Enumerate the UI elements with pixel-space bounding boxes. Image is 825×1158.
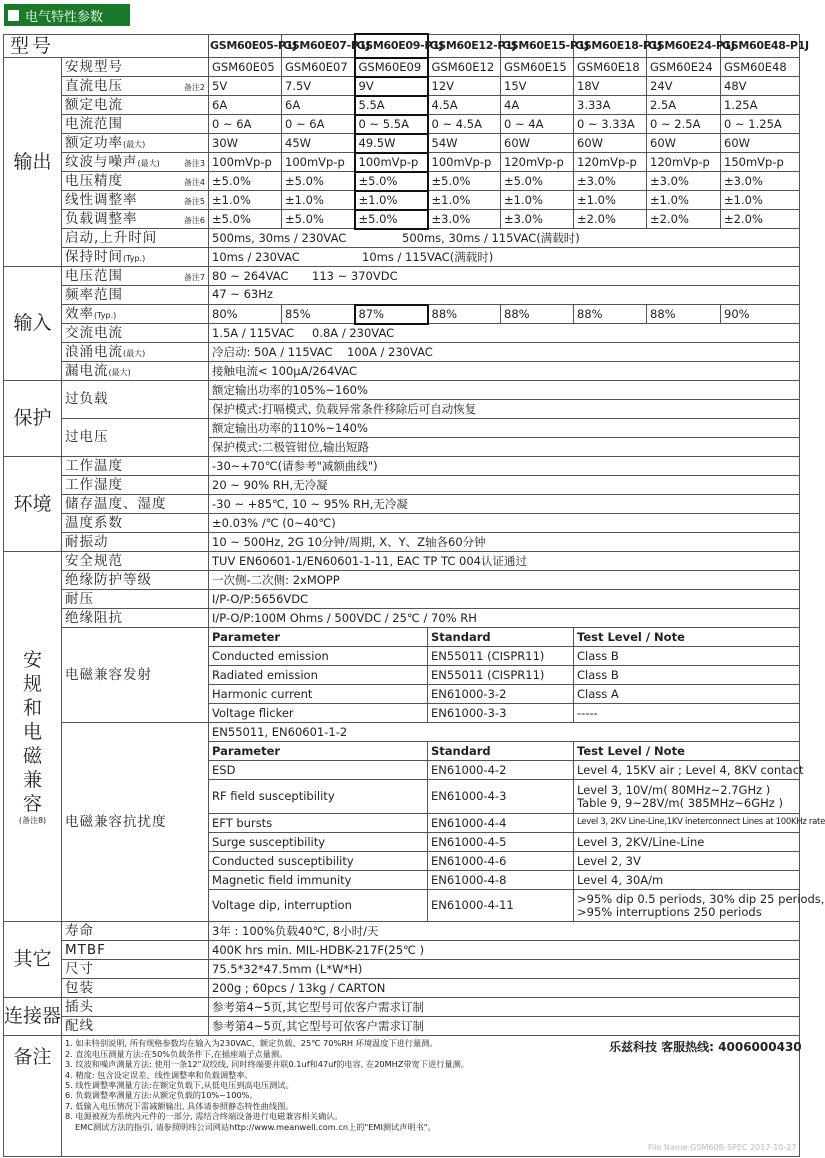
cell: 30W [209,134,282,153]
cell: ±1.0% [501,191,574,210]
row-label: 绝缘防护等级 [62,571,209,590]
env-value: -30 ~ +85℃, 10 ~ 95% RH,无冷凝 [209,495,800,514]
row-label-efficiency: 效率(Typ.) [62,305,209,324]
emc-param: Surge susceptibility [209,833,428,852]
emc-level: Level 4, 15KV air ; Level 4, 8KV contact [574,761,800,780]
cell: 12V [428,77,501,96]
emc-param: Voltage dip, interruption [209,890,428,922]
cell: ±5.0% [501,172,574,191]
cell: ±5.0% [355,172,428,191]
cell: ±3.0% [721,172,800,191]
note-line: 5. 线性调整率测量方法:在额定负载下,从低电压到高电压测试。 [65,1079,294,1090]
emc-standard: EN61000-3-2 [428,685,574,704]
cell: ±5.0% [209,172,282,191]
cell: ±2.0% [574,210,647,229]
cell: 60W [574,134,647,153]
row-label: 插头 [62,998,209,1017]
emc-standard: EN61000-4-8 [428,871,574,890]
other-section-label: 其它 [4,922,62,998]
emc-level: ----- [574,704,800,723]
model-name: GSM60E12-P1J [428,34,501,58]
row-label: 储存温度、湿度 [62,495,209,514]
cell: 24V [647,77,721,96]
overvoltage-line2: 保护模式:二极管钳位,输出短路 [209,438,800,457]
row-label-hold: 保持时间(Typ.) [62,248,209,267]
note-line: 2. 直流电压测量方法:在50%负载条件下,在插座端子点量测。 [65,1048,288,1059]
section-header [4,4,130,26]
cell: ±3.0% [428,210,501,229]
emc-param: RF field susceptibility [209,780,428,814]
model-name: GSM60E05-P1J [209,34,282,58]
cell: 80% [209,305,282,324]
cell: ±1.0% [282,191,355,210]
cell: 120mVp-p [501,153,574,172]
env-value: 10 ~ 500Hz, 2G 10分钟/周期, X、Y、Z轴各60分钟 [209,533,800,552]
emc-level-two-line: >95% dip 0.5 periods, 30% dip 25 periods, >95% interruptions 250 periods [574,890,800,922]
emc-head-param: Parameter [209,628,428,647]
cell: 49.5W [355,134,428,153]
input-section-label: 输入 [4,267,62,381]
row-label: 频率范围 [62,286,209,305]
row-label: 耐振动 [62,533,209,552]
cell: ±3.0% [574,172,647,191]
cell: 90% [721,305,800,324]
row-label-inrush: 浪涌电流(最大) [62,343,209,362]
cell: 100mVp-p [428,153,501,172]
cell: 5V [209,77,282,96]
model-name: GSM60E15-P1J [501,34,574,58]
note-line: 7. 低输入电压情况下需减额输出, 具体请参照静态特性曲线图。 [65,1100,294,1111]
row-label-rated-power: 额定功率(最大) [62,134,209,153]
row-label-ripple: 纹波与噪声(最大) 备注3 [62,153,209,172]
note-line: 3. 纹波和噪声测量方法: 使用一条12"双绞线, 同时终端要并联0.1uf和47uf的电容, 在20MHZ带宽下进行量测。 [65,1059,469,1070]
cell: ±1.0% [209,191,282,210]
emc-standard: EN61000-4-3 [428,780,574,814]
row-label: 工作温度 [62,457,209,476]
safety-value: 一次侧-二次侧: 2xMOPP [209,571,800,590]
cell: 120mVp-p [647,153,721,172]
emc-level: Level 3, 2KV Line-Line,1KV ineterconnect Lines at 100KHz rate [574,814,800,833]
connector-value: 参考第4~5页,其它型号可依客户需求订制 [209,998,800,1017]
emc-standard: EN61000-4-2 [428,761,574,780]
row-label: MTBF [62,941,209,960]
cell: 60W [647,134,721,153]
cell: 150mVp-p [721,153,800,172]
cell: ±5.0% [428,172,501,191]
emc-standard: EN61000-4-4 [428,814,574,833]
row-label-leakage: 漏电流(最大) [62,362,209,381]
row-label: 安规型号 [62,58,209,77]
cell: 5.5A [355,96,428,115]
row-label: 配线 [62,1017,209,1036]
cell: GSM60E07 [282,58,355,77]
model-name: GSM60E18-P1J [574,34,647,58]
emc-head-standard: Standard [428,742,574,761]
cell: 7.5V [282,77,355,96]
note-line: 6. 负载调整率测量方法:从额定负载的10%~100%。 [65,1090,258,1101]
row-label: 过电压 [62,419,209,457]
cell: 100mVp-p [355,153,428,172]
emc-head-level: Test Level / Note [574,628,800,647]
emc-standard: EN61000-4-11 [428,890,574,922]
row-label-input-range: 电压范围 备注7 [62,267,209,286]
cell: GSM60E18 [574,58,647,77]
row-label: 工作湿度 [62,476,209,495]
notes-section-label: 备注 [4,1036,62,1157]
other-value: 400K hrs min. MIL-HDBK-217F(25℃ ) [209,941,800,960]
cell: 0 ~ 2.5A [647,115,721,134]
overload-line1: 额定输出功率的105%~160% [209,381,800,400]
cell: GSM60E24 [647,58,721,77]
cell: ±3.0% [647,172,721,191]
emc-level: Class B [574,647,800,666]
cell: ±1.0% [574,191,647,210]
emc-param: ESD [209,761,428,780]
cell: GSM60E48 [721,58,800,77]
cell: 2.5A [647,96,721,115]
emc-immunity-standard: EN55011, EN60601-1-2 [209,723,800,742]
environment-section-label: 环境 [4,457,62,552]
note-line: 1. 如未特别说明, 所有规格参数均在输入为230VAC、额定负载、25℃ 70%RH 环境温度下进行量测。 [65,1038,438,1049]
env-value: ±0.03% /℃ (0~40℃) [209,514,800,533]
row-label: 寿命 [62,922,209,941]
cell: ±1.0% [428,191,501,210]
other-value: 3年 : 100%负载40℃, 8小时/天 [209,922,800,941]
emc-standard: EN61000-4-6 [428,852,574,871]
model-name: GSM60E24-P1J [647,34,721,58]
row-label-voltage-tol: 电压精度 备注4 [62,172,209,191]
row-label: 耐压 [62,590,209,609]
emc-level: Level 3, 2KV/Line-Line [574,833,800,852]
row-label: 电流范围 [62,115,209,134]
cell: GSM60E09 [355,58,428,77]
other-value: 200g ; 60pcs / 13kg / CARTON [209,979,800,998]
row-label: 电磁兼容发射 [62,628,209,723]
cell: 9V [355,77,428,96]
emc-standard: EN61000-3-3 [428,704,574,723]
row-label: 温度系数 [62,514,209,533]
safety-section-label: 安规和电磁兼容 (备注8) [4,552,62,922]
note-line: 4. 精度: 包含设定误差、线性调整率和负载调整率。 [65,1069,253,1080]
cell: 3.33A [574,96,647,115]
env-value: 20 ~ 90% RH,无冷凝 [209,476,800,495]
other-value: 75.5*32*47.5mm (L*W*H) [209,960,800,979]
cell: 4.5A [428,96,501,115]
cell: ±1.0% [355,191,428,210]
safety-value: I/P-O/P:5656VDC [209,590,800,609]
model-heading: 型号 [4,34,209,58]
cell: GSM60E12 [428,58,501,77]
cell: 1.25A [721,96,800,115]
cell: ±2.0% [721,210,800,229]
emc-param: Voltage flicker [209,704,428,723]
emc-standard: EN61000-4-5 [428,833,574,852]
row-label: 额定电流 [62,96,209,115]
output-section-label: 输出 [4,58,62,267]
cell: ±1.0% [721,191,800,210]
file-name: File Name:GSM60B-SPEC 2017-10-27 [648,1143,797,1152]
cell: 0 ~ 4.5A [428,115,501,134]
cell: 6A [282,96,355,115]
cell: 88% [501,305,574,324]
row-label: 过负载 [62,381,209,419]
section-header-title: 电气特性参数 [25,9,104,25]
input-range-value: 80 ~ 264VAC 113 ~ 370VDC [209,267,800,286]
emc-standard: EN55011 (CISPR11) [428,647,574,666]
row-label: 包装 [62,979,209,998]
row-label-dc-voltage: 直流电压 备注2 [62,77,209,96]
ac-current-value: 1.5A / 115VAC 0.8A / 230VAC [209,324,800,343]
row-label-load-reg: 负载调整率 备注6 [62,210,209,229]
emc-head-level: Test Level / Note [574,742,800,761]
cell: GSM60E15 [501,58,574,77]
row-label: 启动,上升时间 [62,229,209,248]
emc-level: Level 2, 3V [574,852,800,871]
cell: 54W [428,134,501,153]
setup-value: 500ms, 30ms / 230VAC 500ms, 30ms / 115VAC(满载时) [209,229,800,248]
leakage-value: 接触电流< 100μA/264VAC [209,362,800,381]
emc-level: Level 4, 30A/m [574,871,800,890]
emc-param: Magnetic field immunity [209,871,428,890]
overload-line2: 保护模式:打嗝模式, 负载异常条件移除后可自动恢复 [209,400,800,419]
emc-level: Class B [574,666,800,685]
cell: ±5.0% [282,172,355,191]
cell: 88% [428,305,501,324]
model-name: GSM60E48-P1J [721,34,800,58]
cell: ±5.0% [209,210,282,229]
cell: 88% [574,305,647,324]
emc-param: Harmonic current [209,685,428,704]
emc-param: EFT bursts [209,814,428,833]
cell: 45W [282,134,355,153]
freq-value: 47 ~ 63Hz [209,286,800,305]
cell: 60W [721,134,800,153]
cell: 48V [721,77,800,96]
row-label: 尺寸 [62,960,209,979]
model-name: GSM60E07-P1J [282,34,355,58]
row-label: 绝缘阻抗 [62,609,209,628]
emc-param: Conducted emission [209,647,428,666]
overvoltage-line1: 额定输出功率的110%~140% [209,419,800,438]
connector-value: 参考第4~5页,其它型号可依客户需求订制 [209,1017,800,1036]
square-icon [8,10,19,21]
cell: 0 ~ 6A [209,115,282,134]
emc-level: Class A [574,685,800,704]
cell: ±5.0% [355,210,428,229]
emc-param: Radiated emission [209,666,428,685]
emc-head-param: Parameter [209,742,428,761]
connector-section-label: 连接器 [4,998,62,1036]
row-label: 交流电流 [62,324,209,343]
cell: 60W [501,134,574,153]
cell: 120mVp-p [574,153,647,172]
safety-value: TUV EN60601-1/EN60601-1-11, EAC TP TC 004认证通过 [209,552,800,571]
cell: 18V [574,77,647,96]
cell: 85% [282,305,355,324]
safety-value: I/P-O/P:100M Ohms / 500VDC / 25℃ / 70% RH [209,609,800,628]
cell: GSM60E05 [209,58,282,77]
cell: 15V [501,77,574,96]
env-value: -30~+70℃(请参考"减额曲线") [209,457,800,476]
cell: 0 ~ 1.25A [721,115,800,134]
cell: 0 ~ 3.33A [574,115,647,134]
cell: 88% [647,305,721,324]
emc-standard: EN55011 (CISPR11) [428,666,574,685]
hotline-text: 乐兹科技 客服热线: 4006000430 [609,1040,802,1054]
note-line: 8. 电源被视为系统内元件的一部分, 需结合终端设备进行电磁兼容相关确认。 [65,1111,343,1122]
model-name-selected: GSM60E09-P1J [355,34,428,58]
emc-level-two-line: Level 3, 10V/m( 80MHz~2.7GHz ) Table 9, 9~28V/m( 385MHz~6GHz ) [574,780,800,814]
inrush-value: 冷启动: 50A / 115VAC 100A / 230VAC [209,343,800,362]
row-label: 电磁兼容抗扰度 [62,723,209,922]
row-label: 安全规范 [62,552,209,571]
emc-head-standard: Standard [428,628,574,647]
emc-param: Conducted susceptibility [209,852,428,871]
cell: 0 ~ 4A [501,115,574,134]
cell: 87% [355,305,428,324]
cell: 0 ~ 5.5A [355,115,428,134]
cell: 0 ~ 6A [282,115,355,134]
cell: ±3.0% [501,210,574,229]
protection-section-label: 保护 [4,381,62,457]
cell: ±5.0% [282,210,355,229]
cell: 4A [501,96,574,115]
cell: 6A [209,96,282,115]
cell: 100mVp-p [282,153,355,172]
cell: 100mVp-p [209,153,282,172]
row-label-line-reg: 线性调整率 备注5 [62,191,209,210]
hold-value: 10ms / 230VAC 10ms / 115VAC(满载时) [209,248,800,267]
cell: ±1.0% [647,191,721,210]
cell: ±2.0% [647,210,721,229]
note-line: EMC测试方法的指引, 请参照明纬公司网站http://www.meanwell.com.cn上的"EMI测试声明书"。 [75,1121,436,1132]
spec-table [3,33,825,1157]
